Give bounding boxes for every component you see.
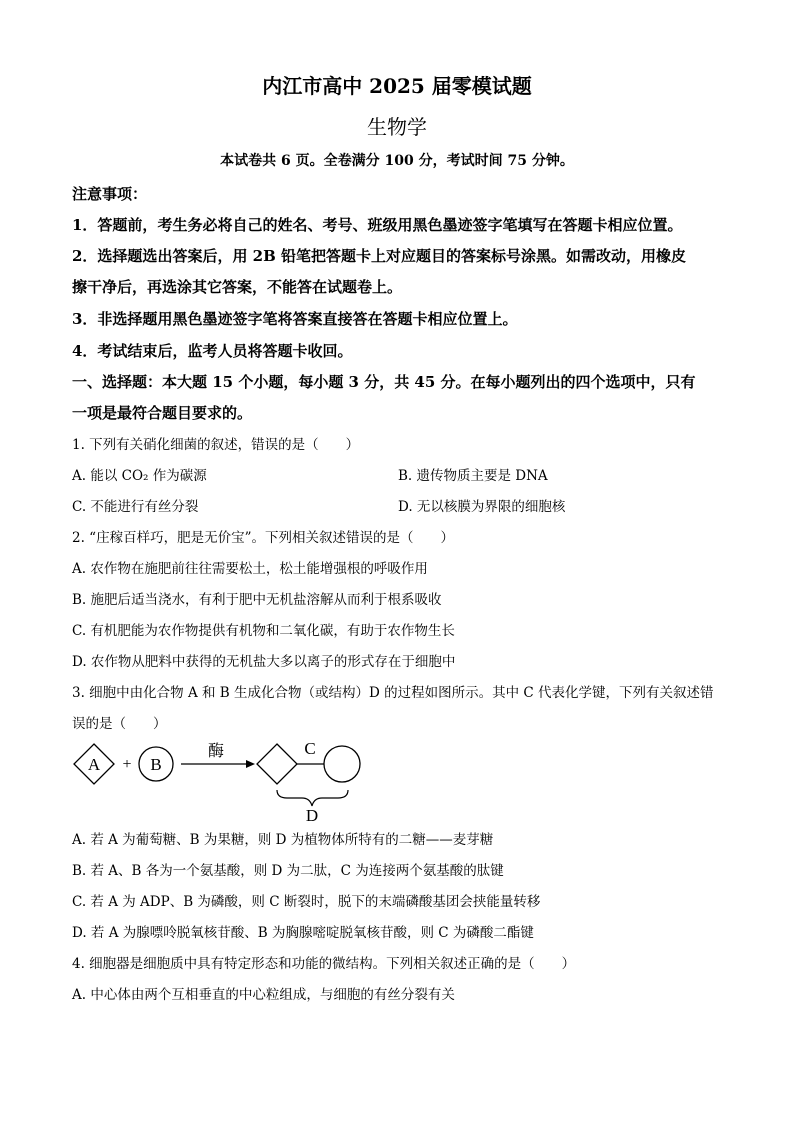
q3-option-c: C. 若 A 为 ADP、B 为磷酸，则 C 断裂时，脱下的末端磷酸基团会挟能量转移 <box>72 894 541 910</box>
product-diamond-shape <box>257 744 297 784</box>
section-heading-cont: 一项是最符合题目要求的。 <box>72 404 253 422</box>
notice-item-2-cont: 擦干净后，再选涂其它答案，不能答在试题卷上。 <box>72 278 403 296</box>
product-brace <box>277 790 348 806</box>
notice-heading: 注意事项： <box>72 185 148 203</box>
q2-option-a: A. 农作物在施肥前往往需要松土，松土能增强根的呼吸作用 <box>72 561 428 577</box>
notice-item-1: 1．答题前，考生务必将自己的姓名、考号、班级用黑色墨迹签字笔填写在答题卡相应位置。 <box>72 216 683 234</box>
q2-stem: 2. “庄稼百样巧，肥是无价宝”。下列相关叙述错误的是（ ） <box>72 530 454 546</box>
diagram-label-a: A <box>87 755 101 774</box>
q2-option-d: D. 农作物从肥料中获得的无机盐大多以离子的形式存在于细胞中 <box>72 654 456 670</box>
q2-option-b: B. 施肥后适当浇水，有利于肥中无机盐溶解从而利于根系吸收 <box>72 592 442 608</box>
notice-item-2: 2．选择题选出答案后，用 2B 铅笔把答题卡上对应题目的答案标号涂黑。如需改动，用橡皮 <box>72 247 687 265</box>
notice-item-4: 4．考试结束后，监考人员将答题卡收回。 <box>72 342 353 360</box>
exam-info: 本试卷共 6 页。全卷满分 100 分，考试时间 75 分钟。 <box>220 153 574 169</box>
q1-option-c: C. 不能进行有丝分裂 <box>72 499 199 515</box>
product-circle-shape <box>324 746 360 782</box>
q3-option-b: B. 若 A、B 各为一个氨基酸，则 D 为二肽，C 为连接两个氨基酸的肽键 <box>72 863 504 879</box>
diagram-label-c: C <box>304 739 316 758</box>
q4-stem: 4. 细胞器是细胞质中具有特定形态和功能的微结构。下列相关叙述正确的是（ ） <box>72 956 576 972</box>
exam-title: 内江市高中 2025 届零模试题 <box>262 74 532 98</box>
section-heading: 一、选择题：本大题 15 个小题，每小题 3 分，共 45 分。在每小题列出的四个选项中，只有 <box>72 373 696 391</box>
diagram-label-b: B <box>150 755 162 774</box>
diagram-plus: + <box>122 756 132 773</box>
q1-stem: 1. 下列有关硝化细菌的叙述，错误的是（ ） <box>72 437 360 453</box>
q3-stem: 3. 细胞中由化合物 A 和 B 生成化合物（或结构）D 的过程如图所示。其中 C 代表化学键，下列有关叙述错 <box>72 685 714 701</box>
q2-option-c: C. 有机肥能为农作物提供有机物和二氧化碳，有助于农作物生长 <box>72 623 455 639</box>
diagram-enzyme-label: 酶 <box>207 741 225 760</box>
reaction-arrow-head <box>246 760 255 768</box>
q1-option-d: D. 无以核膜为界限的细胞核 <box>398 499 566 515</box>
q3-option-a: A. 若 A 为葡萄糖、B 为果糖，则 D 为植物体所特有的二糖——麦芽糖 <box>72 832 494 848</box>
q3-stem-cont: 误的是（ ） <box>72 716 167 732</box>
q1-option-a: A. 能以 CO₂ 作为碳源 <box>72 468 207 484</box>
q1-option-b: B. 遗传物质主要是 DNA <box>398 468 548 484</box>
subject-title: 生物学 <box>367 115 427 139</box>
diagram-label-d: D <box>305 806 319 825</box>
notice-item-3: 3．非选择题用黑色墨迹签字笔将答案直接答在答题卡相应位置上。 <box>72 310 518 328</box>
q4-option-a: A. 中心体由两个互相垂直的中心粒组成，与细胞的有丝分裂有关 <box>72 987 455 1003</box>
q3-option-d: D. 若 A 为腺嘌呤脱氧核苷酸、B 为胸腺嘧啶脱氧核苷酸，则 C 为磷酸二酯键 <box>72 925 534 941</box>
reaction-diagram <box>66 736 376 826</box>
